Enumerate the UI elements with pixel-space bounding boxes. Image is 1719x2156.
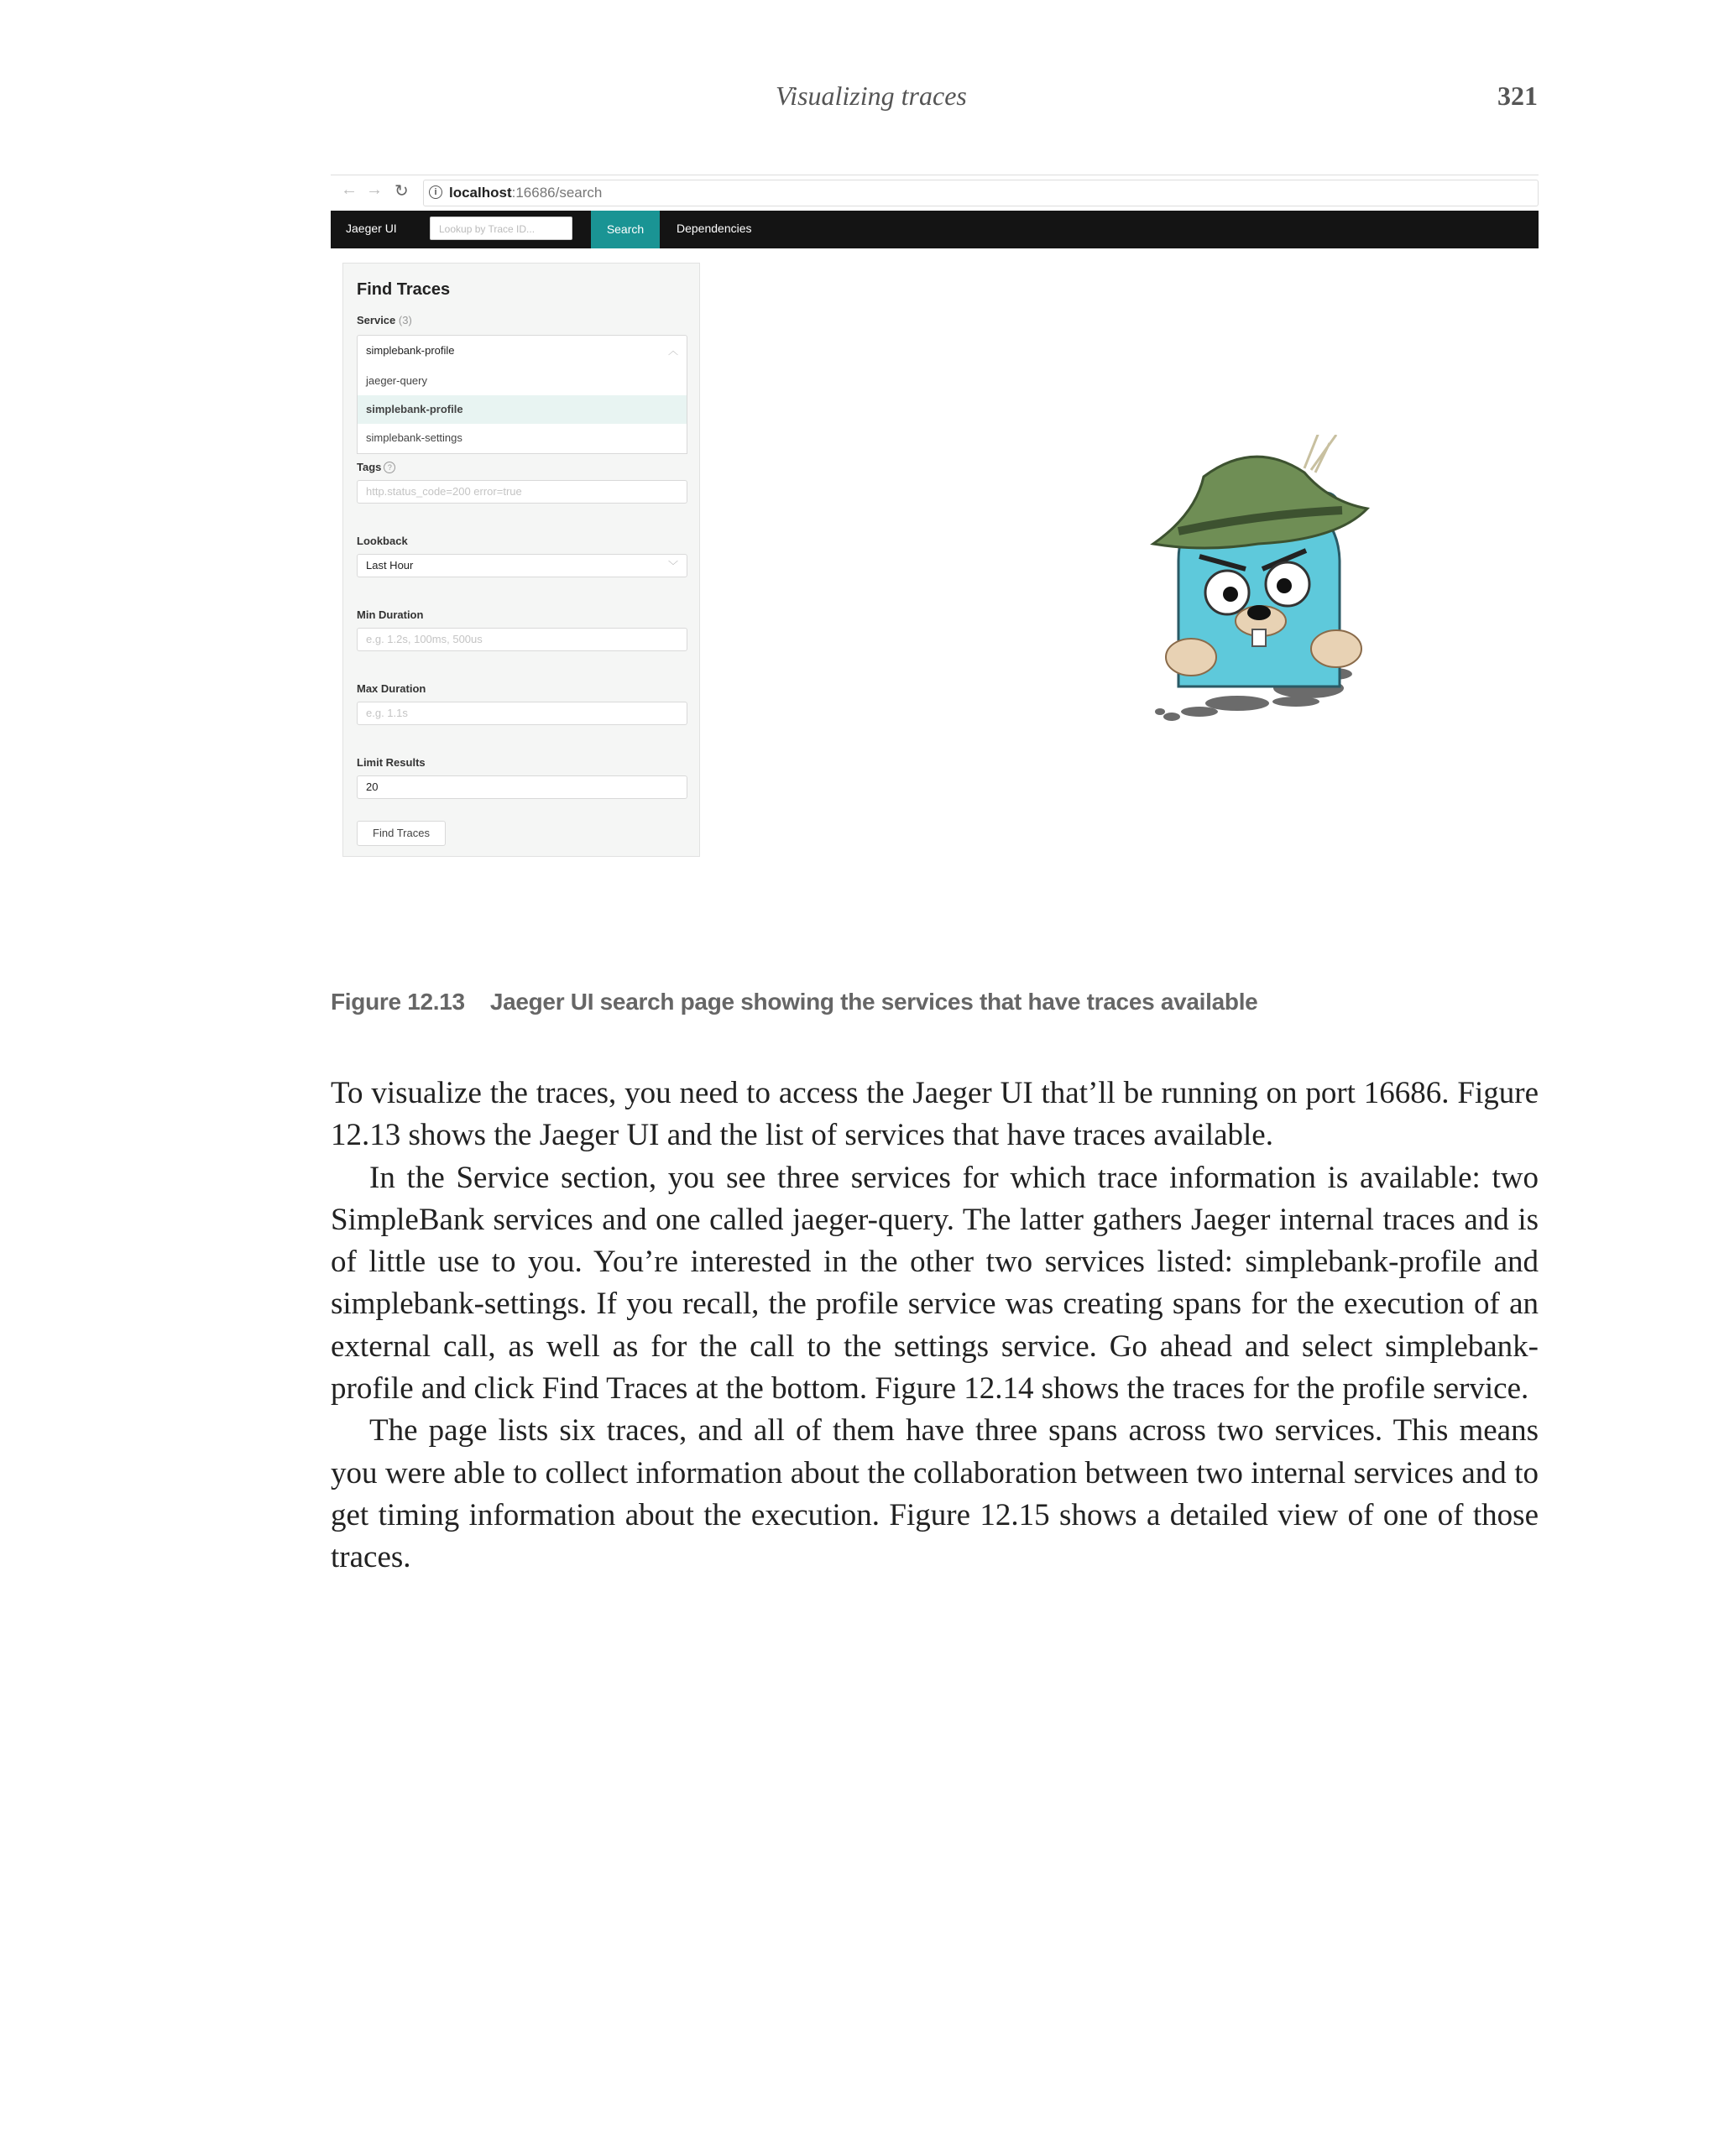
service-option-selected[interactable]: simplebank-profile <box>358 395 687 424</box>
min-duration-input[interactable]: e.g. 1.2s, 100ms, 500us <box>357 628 687 651</box>
max-duration-label: Max Duration <box>357 682 426 695</box>
chevron-up-icon: ︿ <box>667 345 678 357</box>
find-traces-button[interactable]: Find Traces <box>357 821 446 846</box>
figure-label: Figure 12.13 <box>331 989 465 1015</box>
running-head <box>0 81 1719 123</box>
find-traces-panel <box>342 263 700 857</box>
limit-results-label: Limit Results <box>357 756 426 769</box>
tags-input[interactable]: http.status_code=200 error=true <box>357 480 687 504</box>
reload-icon[interactable]: ↻ <box>394 182 409 201</box>
jaeger-top-nav <box>331 211 1539 248</box>
figure-screenshot <box>331 175 1539 888</box>
service-dropdown <box>357 367 687 454</box>
page-number: 321 <box>1497 81 1538 111</box>
running-title: Visualizing traces <box>776 81 967 111</box>
nav-dependencies-tab[interactable]: Dependencies <box>677 222 752 235</box>
figure-caption-text: Jaeger UI search page showing the services that have traces available <box>489 989 1258 1015</box>
trace-id-lookup-input[interactable]: Lookup by Trace ID... <box>430 217 572 240</box>
panel-title: Find Traces <box>357 280 451 299</box>
lookback-label: Lookback <box>357 535 408 547</box>
limit-results-input[interactable]: 20 <box>357 775 687 799</box>
browser-toolbar <box>331 175 1539 211</box>
brand-link[interactable]: Jaeger UI <box>346 222 397 235</box>
address-bar[interactable] <box>423 180 1539 206</box>
body-text <box>331 1073 1539 1579</box>
chevron-down-icon: ﹀ <box>667 560 678 572</box>
gopher-logo <box>1120 435 1405 745</box>
max-duration-input[interactable]: e.g. 1.1s <box>357 702 687 725</box>
service-select[interactable]: simplebank-profile ︿ <box>357 335 687 367</box>
lookback-select[interactable]: Last Hour ﹀ <box>357 554 687 577</box>
nav-search-tab[interactable]: Search <box>591 211 660 248</box>
paragraph: The page lists six traces, and all of them have three spans across two services. This means you were able to collect information about the collaboration between two internal services and to get timing information about the execution. Figure 12.15 shows a detailed view of one of those traces. <box>331 1413 1539 1575</box>
tags-label: Tags ? <box>357 461 395 473</box>
service-option[interactable]: jaeger-query <box>366 374 427 387</box>
question-icon[interactable]: ? <box>384 462 395 473</box>
forward-arrow-icon[interactable]: → <box>366 180 383 199</box>
url-text: localhost:16686/search <box>449 185 603 201</box>
min-duration-label: Min Duration <box>357 608 424 621</box>
figure-caption <box>331 989 1257 1015</box>
paragraph: In the Service section, you see three services for which trace information is available: two SimpleBank services and one called jaeger-query. The latter gathers Jaeger internal traces and is of little use to you. You’re interested in the other two services listed: simplebank-profile and simplebank-settings. If you recall, the profile service was creating spans for the execution of an external call, as well as for the call to the settings service. Go ahead and select simplebank-profile and click Find Traces at the bottom. Figure 12.14 shows the traces for the profile service. <box>331 1160 1539 1407</box>
paragraph: To visualize the traces, you need to access the Jaeger UI that’ll be running on port 16686. Figure 12.13 shows the Jaeger UI and the list of services that have traces available. <box>331 1076 1539 1153</box>
service-option[interactable]: simplebank-settings <box>366 431 462 444</box>
service-label: Service (3) <box>357 314 412 326</box>
back-arrow-icon[interactable]: ← <box>341 180 358 199</box>
info-icon[interactable]: i <box>429 185 442 199</box>
